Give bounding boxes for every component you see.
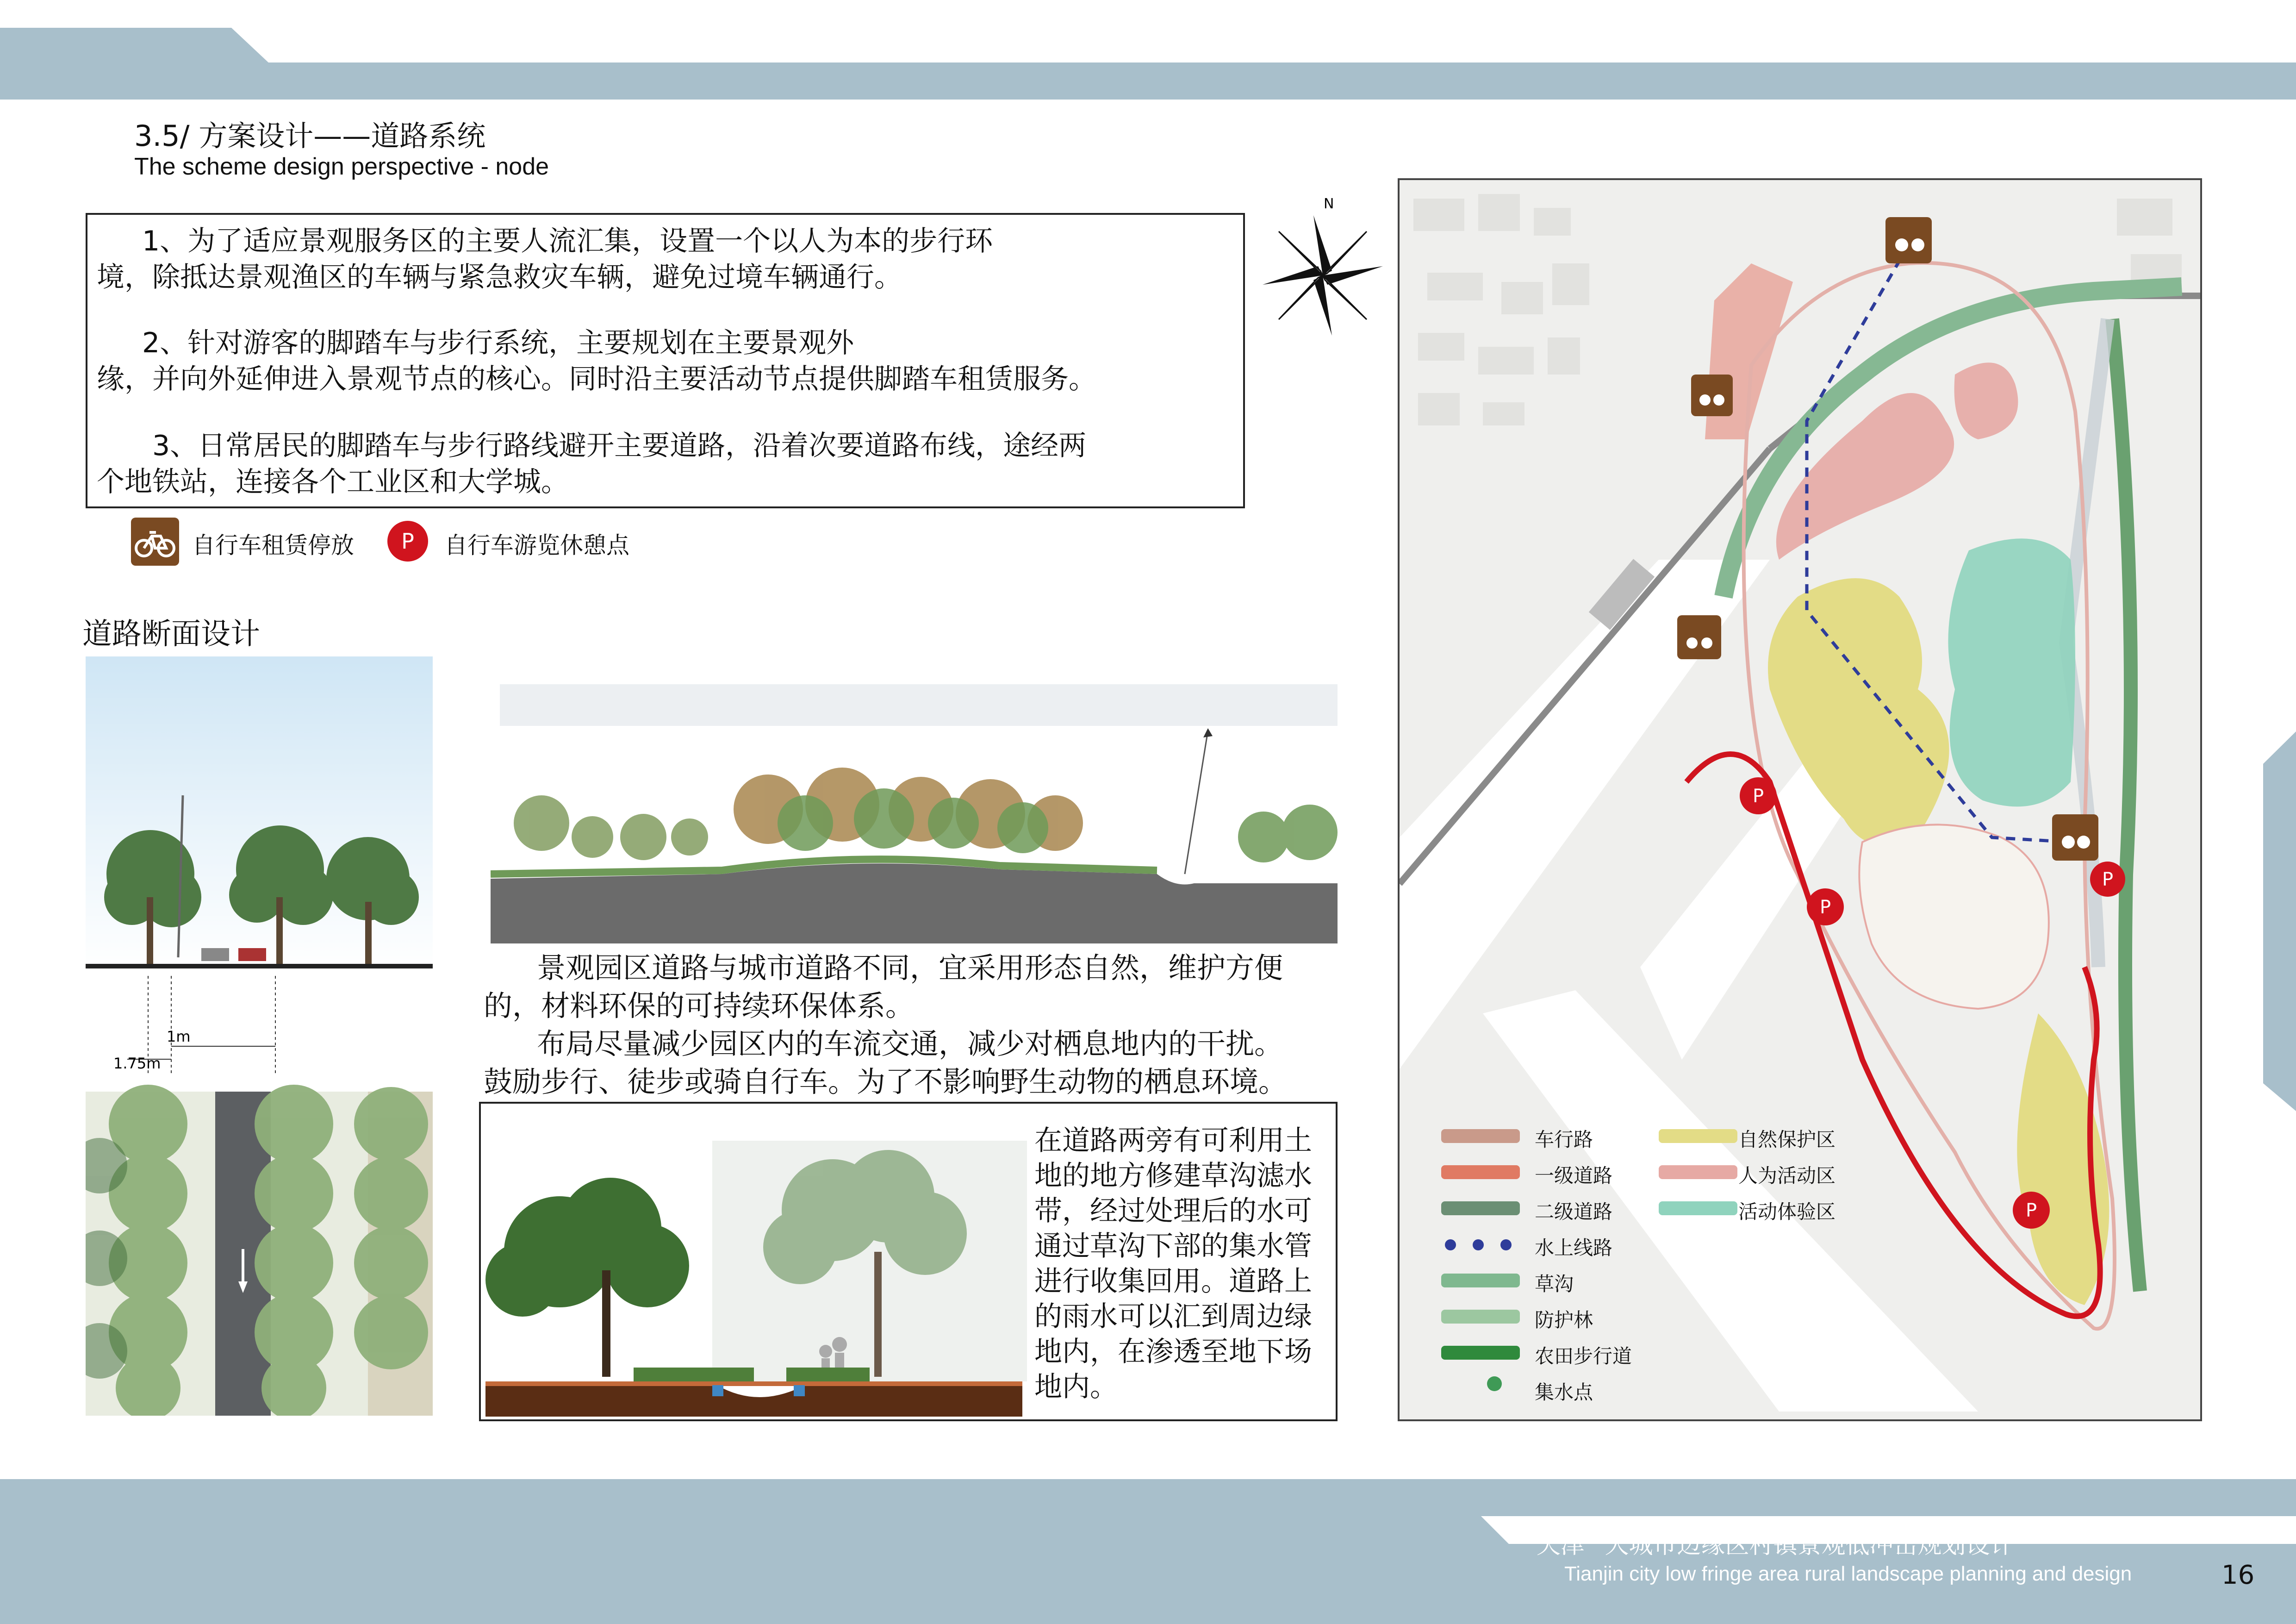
swale-l1: 在道路两旁有可利用土 bbox=[1034, 1124, 1312, 1157]
legend-label-car-road: 车行路 bbox=[1535, 1128, 1593, 1151]
legend-label-swale: 草沟 bbox=[1535, 1273, 1574, 1295]
parking-point-icon bbox=[386, 520, 429, 562]
legend-label-experience-area: 活动体验区 bbox=[1738, 1200, 1836, 1223]
swale-l8: 地内。 bbox=[1034, 1371, 1118, 1403]
intro-p1-line1: 1、为了适应景观服务区的主要人流汇集，设置一个以人为本的步行环 bbox=[142, 225, 993, 257]
swale-l2: 地的地方修建草沟滤水 bbox=[1034, 1160, 1312, 1192]
legend-label-human-activity: 人为活动区 bbox=[1738, 1164, 1836, 1187]
legend-swatch-swale bbox=[1441, 1274, 1520, 1287]
section-heading: 道路断面设计 bbox=[82, 617, 260, 651]
legend-swatch-secondary-road bbox=[1441, 1201, 1520, 1215]
bike-icon bbox=[131, 518, 179, 566]
footer-title-en: Tianjin city low fringe area rural landscape planning and design bbox=[1564, 1562, 2132, 1585]
intro-p1-line2: 境，除抵达景观渔区的车辆与紧急救灾车辆，避免过境车辆通行。 bbox=[97, 261, 902, 294]
legend-label-primary-road: 一级道路 bbox=[1535, 1164, 1613, 1187]
map-p-2: P bbox=[1819, 897, 1831, 918]
p-letter: P bbox=[401, 529, 414, 554]
compass-north-label: N bbox=[1324, 196, 1334, 212]
intro-p3-line2: 个地铁站，连接各个工业区和大学城。 bbox=[97, 466, 569, 498]
legend-swatch-shelter-forest bbox=[1441, 1310, 1520, 1324]
swale-illustration bbox=[481, 1131, 1027, 1418]
road-section-illustration bbox=[86, 656, 433, 1416]
p-legend-label: 自行车游览休憩点 bbox=[444, 532, 629, 559]
site-plan-map bbox=[1398, 178, 2202, 1421]
legend-swatch-primary-road bbox=[1441, 1165, 1520, 1179]
swale-box bbox=[479, 1102, 1338, 1421]
legend-swatch-farm-path bbox=[1441, 1346, 1520, 1360]
legend-swatch-collection-point bbox=[1487, 1376, 1502, 1391]
description-line2: 的，材料环保的可持续环保体系。 bbox=[484, 989, 915, 1023]
intro-p3-line1: 3、日常居民的脚踏车与步行路线避开主要道路，沿着次要道路布线，途经两 bbox=[152, 430, 1087, 462]
map-p-3: P bbox=[2102, 869, 2114, 890]
legend-swatch-nature-reserve bbox=[1659, 1129, 1737, 1143]
map-p-1: P bbox=[1752, 786, 1764, 807]
page-number: 16 bbox=[2221, 1560, 2255, 1590]
intro-text-box bbox=[86, 213, 1245, 508]
legend-swatch-car-road bbox=[1441, 1129, 1520, 1143]
compass-rose-icon bbox=[1254, 194, 1388, 352]
right-edge-decoration bbox=[2263, 731, 2296, 1111]
legend-label-water-route: 水上线路 bbox=[1535, 1237, 1613, 1259]
swale-l7: 地内，在渗透至地下场 bbox=[1034, 1336, 1312, 1368]
bike-legend-label: 自行车租赁停放 bbox=[192, 532, 354, 559]
description-line1: 景观园区道路与城市道路不同，宜采用形态自然，维护方便 bbox=[537, 951, 1283, 985]
intro-p2-line1: 2、针对游客的脚踏车与步行系统，主要规划在主要景观外 bbox=[142, 327, 854, 359]
page-title: 3.5/ 方案设计——道路系统 bbox=[134, 119, 486, 153]
swale-l6: 的雨水可以汇到周边绿 bbox=[1034, 1300, 1312, 1333]
description-line4: 鼓励步行、徒步或骑自行车。为了不影响野生动物的栖息环境。 bbox=[484, 1065, 1288, 1099]
legend-label-shelter-forest: 防护林 bbox=[1535, 1309, 1593, 1331]
legend-label-secondary-road: 二级道路 bbox=[1535, 1200, 1613, 1223]
page-subtitle: The scheme design perspective - node bbox=[134, 153, 549, 180]
dim-175m: 1.75m bbox=[113, 1055, 161, 1072]
footer-title-cn: 天津 “大城市边缘区村镇景观低冲击规划设计” bbox=[1537, 1531, 2027, 1559]
legend-label-farm-path: 农田步行道 bbox=[1535, 1345, 1632, 1368]
swale-l4: 通过草沟下部的集水管 bbox=[1034, 1230, 1312, 1262]
legend-label-collection-point: 集水点 bbox=[1535, 1381, 1593, 1404]
description-line3: 布局尽量减少园区内的车流交通，减少对栖息地内的干扰。 bbox=[537, 1027, 1283, 1061]
legend-label-nature-reserve: 自然保护区 bbox=[1738, 1128, 1836, 1151]
legend-swatch-water-route bbox=[1445, 1239, 1512, 1250]
legend-swatch-human-activity bbox=[1659, 1165, 1737, 1179]
swale-l3: 带，经过处理后的水可 bbox=[1034, 1195, 1312, 1227]
dim-1m: 1m bbox=[167, 1028, 191, 1045]
intro-p2-line2: 缘，并向外延伸进入景观节点的核心。同时沿主要活动节点提供脚踏车租赁服务。 bbox=[97, 363, 1096, 395]
site-plan-drawing bbox=[1400, 180, 2200, 1419]
landscape-section-illustration bbox=[491, 684, 1338, 948]
legend-swatch-experience-area bbox=[1659, 1201, 1737, 1215]
map-p-4: P bbox=[2025, 1200, 2037, 1221]
swale-l5: 进行收集回用。道路上 bbox=[1034, 1265, 1312, 1298]
top-banner bbox=[0, 0, 2296, 111]
